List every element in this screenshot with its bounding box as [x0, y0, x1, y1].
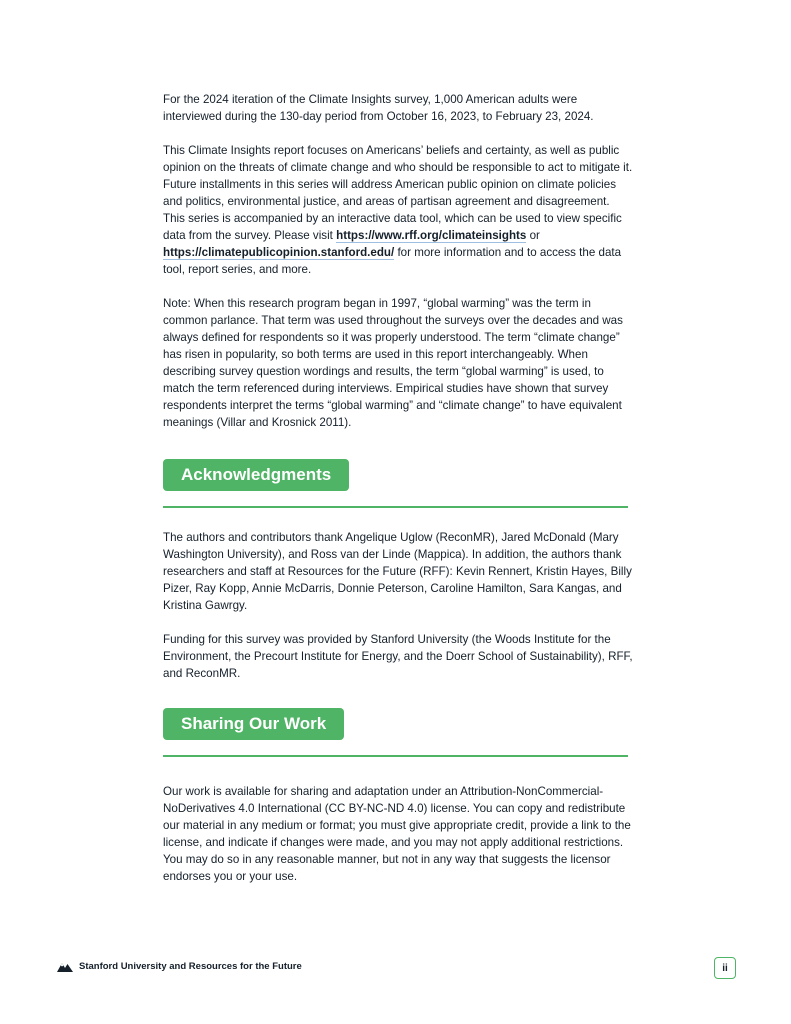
acknowledgments-paragraph-funding: Funding for this survey was provided by Stanford University (the Woods Institute for the Environment, the Precourt Institute for Energy, and the Doerr School of Sustainability), RFF, and ReconMR. [163, 633, 633, 680]
acknowledgments-paragraph-thanks: The authors and contributors thank Angelique Uglow (ReconMR), Jared McDonald (Mary Washington University), and Ross van der Linde (Mappica). In addition, the authors thank researchers and staff at Resources for the Future (RFF): Kevin Rennert, Kristin Hayes, Billy Pizer, Ray Kopp, Annie McDarris, Donnie Peterson, Caroline Hamilton, Sara Kangas, and Kristina Gawrgy. [163, 531, 632, 612]
sharing-paragraph-license: Our work is available for sharing and adaptation under an Attribution-NonCommercial-NoDerivatives 4.0 International (CC BY-NC-ND 4.0) license. You can copy and redistribute our material in any medium or format; you must give appropriate credit, provide a link to the license, and indicate if changes were made, and you may not apply additional restrictions. You may do so in any reasonable manner, but not in any way that suggests the licensor endorses you or your use. [163, 785, 631, 883]
intro-report-text: This Climate Insights report focuses on Americans’ beliefs and certainty, as well as public opinion on the threats of climate change and who should be responsible to act to mitigate it. Future installments in this series will address American public opinion on climate policies and politics, environmental justice, and areas of partisan agreement and disagreement. This series is accompanied by an interactive data tool, which can be used to view specific data from the survey. Please visit [163, 144, 633, 242]
acknowledgments-section [163, 459, 633, 682]
intro-paragraph-survey: For the 2024 iteration of the Climate Insights survey, 1,000 American adults were interviewed during the 130-day period from October 16, 2023, to February 23, 2024. [163, 93, 594, 123]
footer-org-name: Stanford University and Resources for the Future [79, 961, 302, 972]
acknowledgments-heading: Acknowledgments [163, 459, 349, 491]
intro-paragraph-note: Note: When this research program began in 1997, “global warming” was the term in common parlance. That term was used throughout the surveys over the decades and was always defined for respondents so it was properly understood. The term “climate change” has risen in popularity, so both terms are used in this report interchangeably. When describing survey question wordings and results, the term “global warming” is used, to match the term referenced during interviews. Empirical studies have shown that survey respondents interpret the terms “global warming” and “climate change” to have equivalent meanings (Villar and Krosnick 2011). [163, 297, 623, 429]
main-content [163, 91, 633, 885]
footer-branding [57, 961, 302, 972]
intro-report-or: or [526, 229, 540, 242]
sharing-heading: Sharing Our Work [163, 708, 344, 740]
sharing-divider [163, 755, 628, 757]
intro-report-tail: for more information and to access the data tool, report series, and more. [163, 246, 622, 276]
page-number: ii [714, 957, 736, 979]
intro-paragraph-report [163, 142, 633, 278]
sharing-section [163, 708, 633, 885]
rff-climateinsights-link[interactable]: https://www.rff.org/climateinsights [336, 229, 527, 242]
mountain-logo-icon [57, 961, 73, 972]
stanford-publicopinion-link[interactable]: https://climatepublicopinion.stanford.edu/ [163, 246, 395, 259]
acknowledgments-divider [163, 506, 628, 508]
